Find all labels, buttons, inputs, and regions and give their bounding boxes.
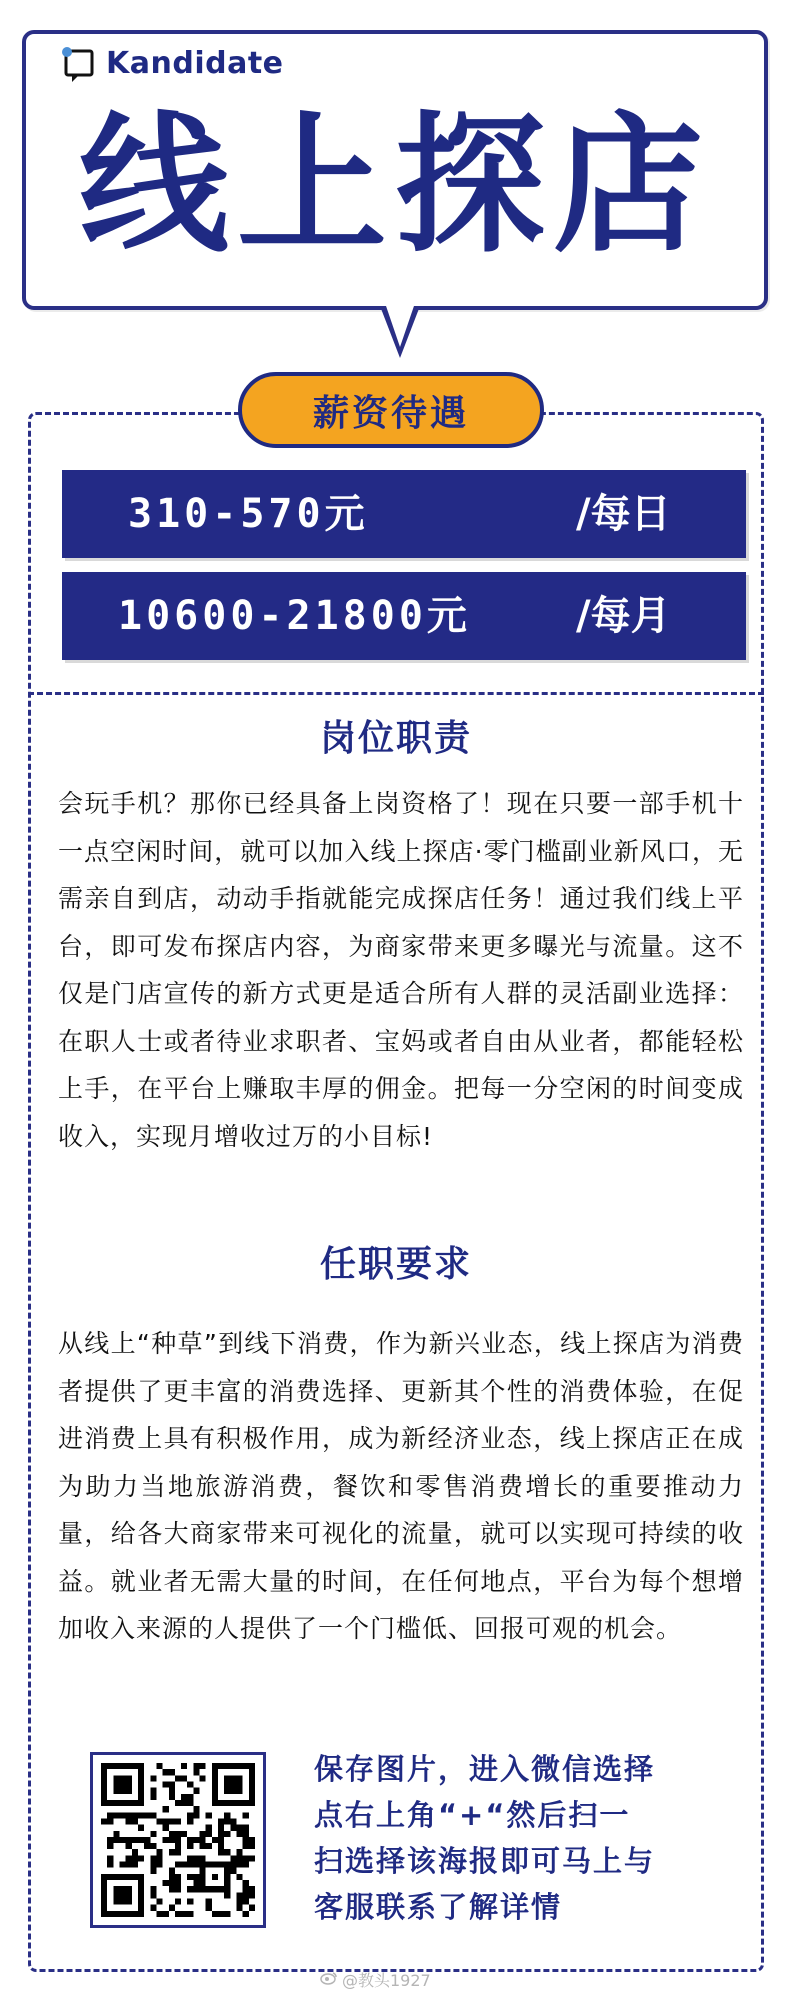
- brand-logo: [62, 46, 284, 81]
- cta-line: 点右上角“+“然后扫一: [314, 1798, 631, 1832]
- monthly-salary-amount: 10600-21800元: [118, 593, 471, 639]
- duties-body: 会玩手机？那你已经具备上岗资格了！现在只要一部手机十一点空闲时间，就可以加入线上探店·零门槛副业新风口，无需亲自到店，动动手指就能完成探店任务！通过我们线上平台，即可发布探店内容，为商家带来更多曝光与流量。这不仅是门店宣传的新方式更是适合所有人群的灵活副业选择：在职人士或者待业求职者、宝妈或者自由从业者，都能轻松上手，在平台上赚取丰厚的佣金。把每一分空闲的时间变成收入，实现月增收过万的小目标!: [58, 789, 744, 1151]
- cta-line: 客服联系了解详情: [314, 1890, 563, 1924]
- page-title: 线上探店: [78, 99, 711, 273]
- cta-line: 扫选择该海报即可马上与: [314, 1844, 656, 1878]
- weibo-icon: [320, 1970, 338, 1989]
- cta-instructions: [314, 1746, 744, 1930]
- daily-salary-unit: /每日: [576, 491, 671, 537]
- daily-salary-bar: [62, 470, 746, 558]
- watermark: [320, 1968, 431, 1991]
- qr-code[interactable]: [90, 1752, 266, 1928]
- daily-salary-amount: 310-570元: [128, 491, 369, 537]
- frame-divider: [28, 692, 764, 695]
- chat-bubble-icon: [62, 47, 96, 81]
- monthly-salary-unit: /每月: [576, 593, 671, 639]
- monthly-salary-bar: [62, 572, 746, 660]
- qr-code-icon: [101, 1902, 255, 1921]
- duties-heading: 岗位职责: [319, 718, 472, 759]
- cta-line: 保存图片，进入微信选择: [314, 1752, 656, 1786]
- brand-name: Kandidate: [106, 46, 284, 81]
- requirements-heading: 任职要求: [319, 1244, 472, 1285]
- watermark-text: @教头1927: [342, 1971, 431, 1990]
- requirements-body: 从线上“种草”到线下消费，作为新兴业态，线上探店为消费者提供了更丰富的消费选择、更新其个性的消费体验，在促进消费上具有积极作用，成为新经济业态，线上探店正在成为助力当地旅游消费，餐饮和零售消费增长的重要推动力量，给各大商家带来可视化的流量，就可以实现可持续的收益。就业者无需大量的时间，在任何地点，平台为每个想增加收入来源的人提供了一个门槛低、回报可观的机会。: [58, 1329, 744, 1643]
- salary-badge: 薪资待遇: [238, 372, 544, 448]
- bubble-tail-fill: [385, 303, 415, 347]
